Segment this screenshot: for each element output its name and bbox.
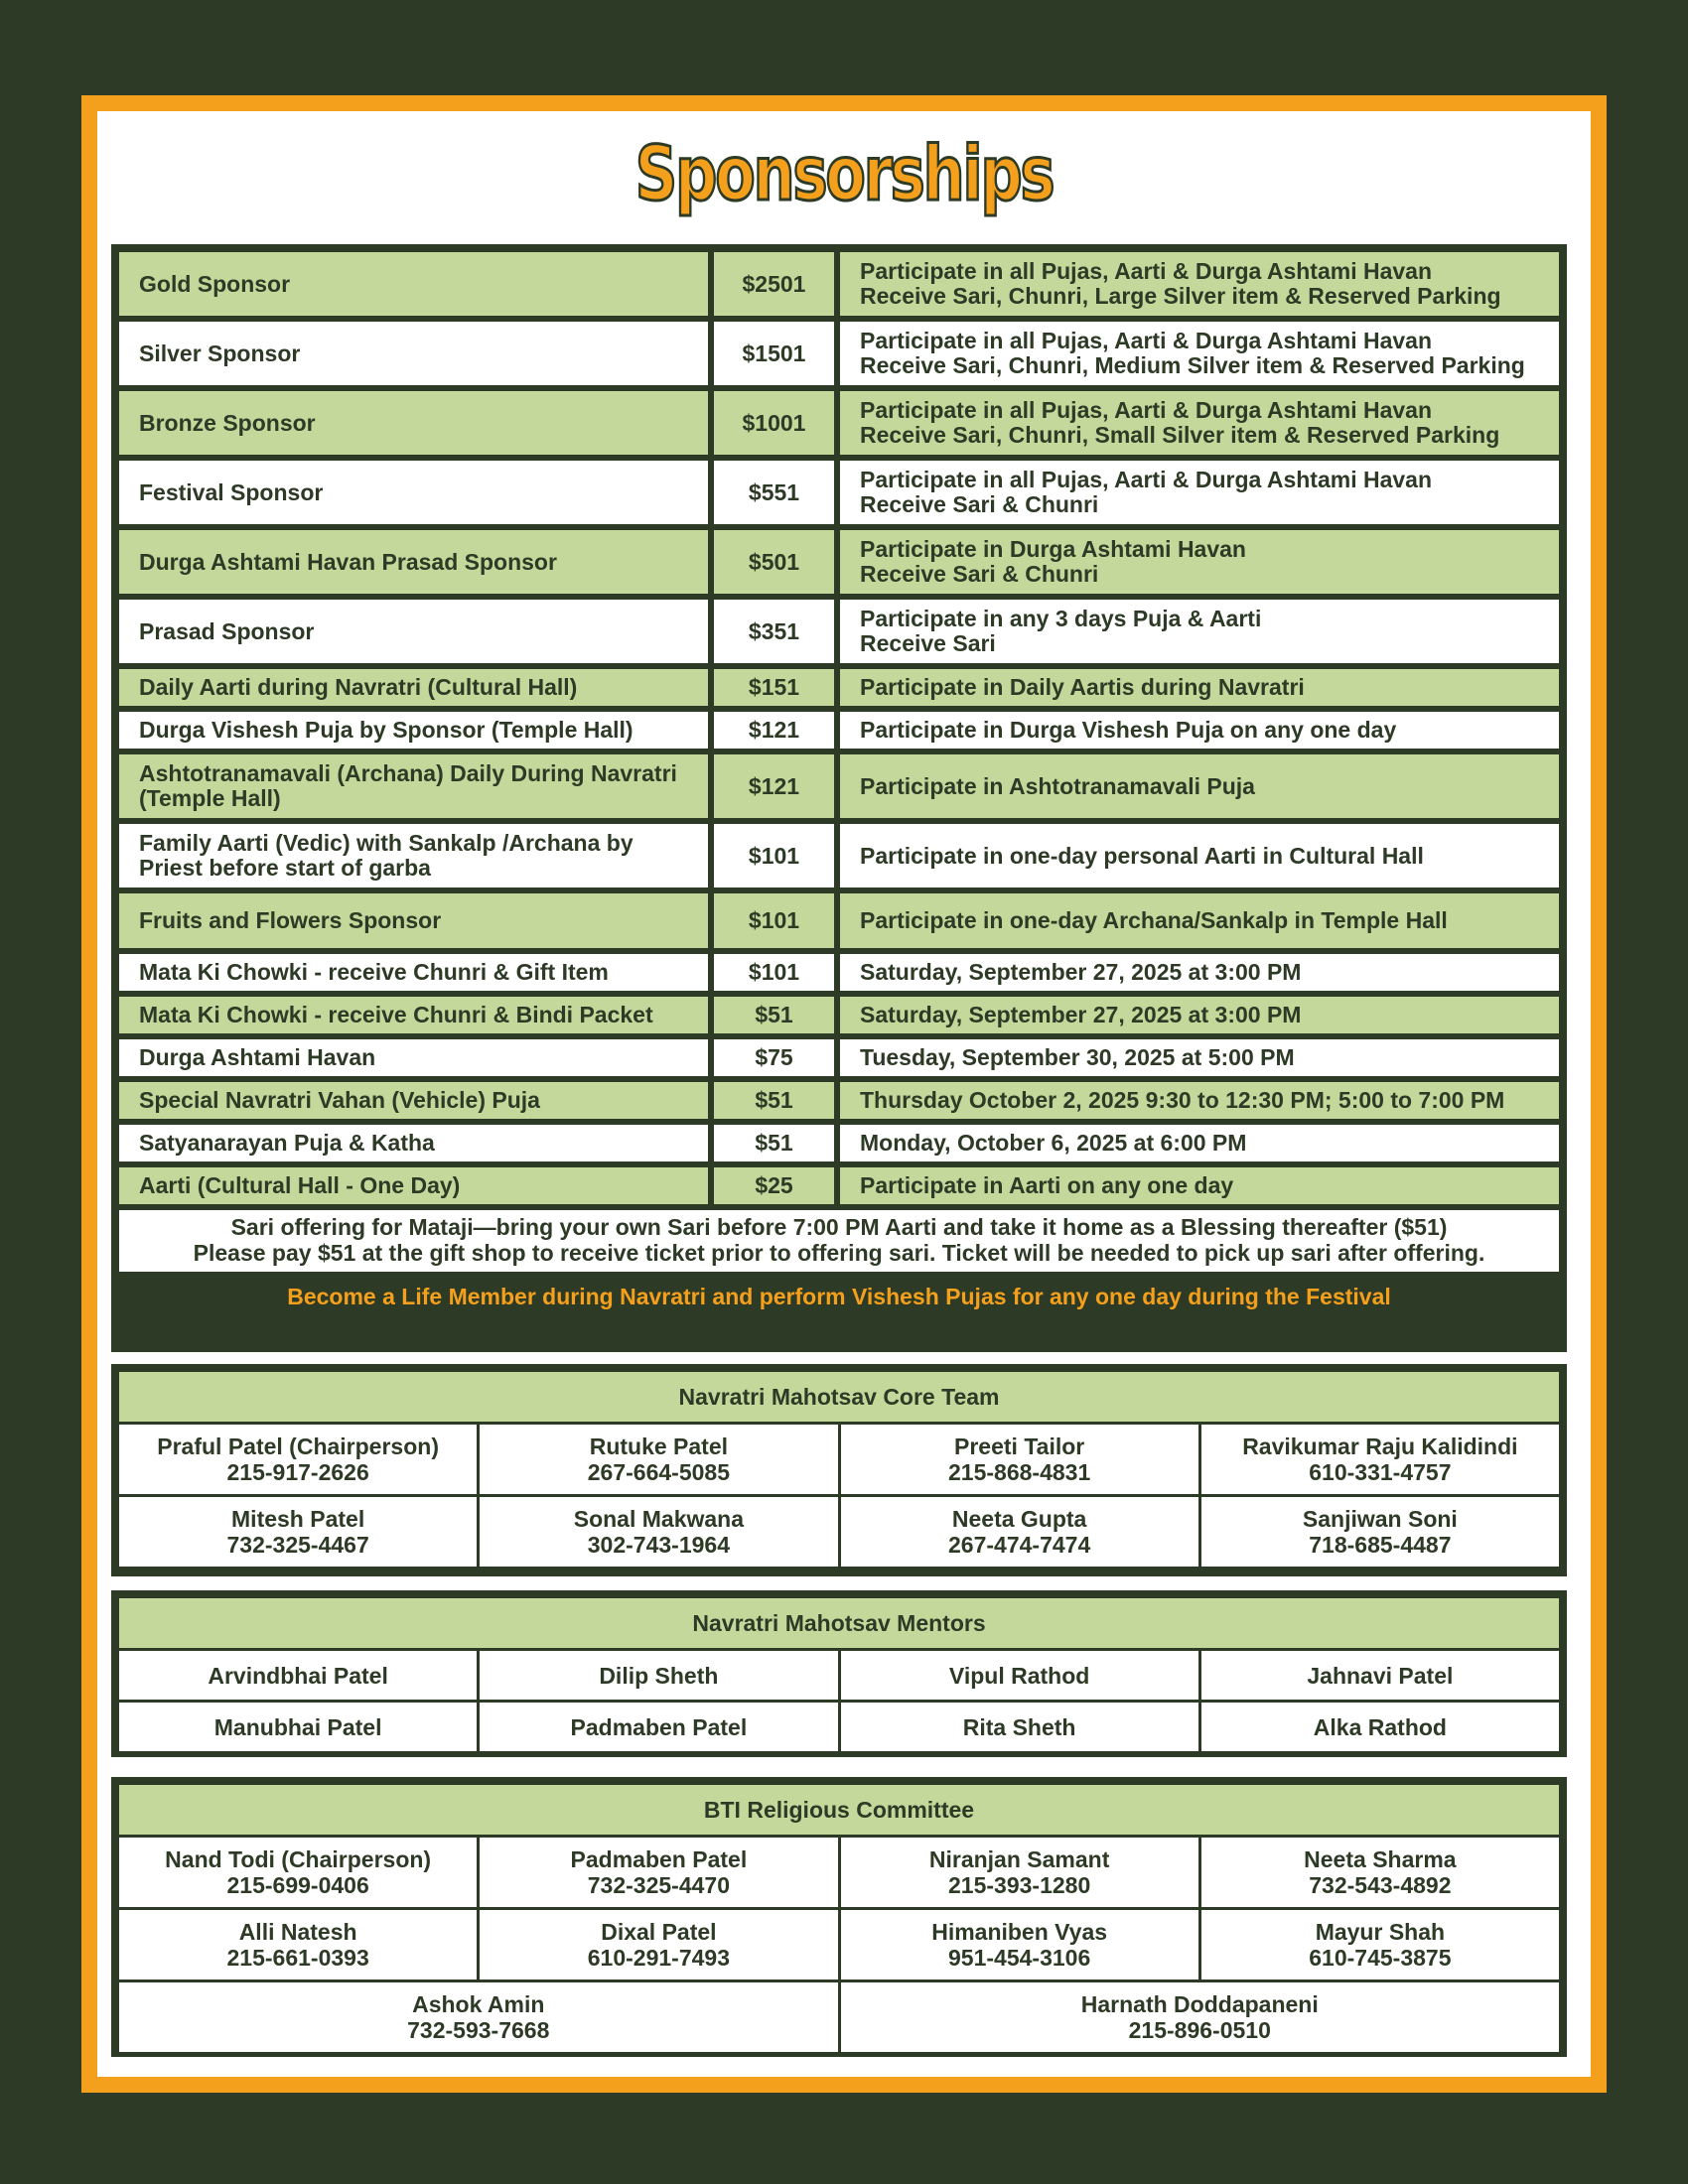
- sponsorship-row: [119, 530, 1559, 594]
- sponsorship-row: [119, 824, 1559, 887]
- sponsor-amount: $2501: [708, 252, 834, 316]
- religious-committee-extra-grid: [119, 1982, 1559, 2052]
- benefit-line: Receive Sari, Chunri, Large Silver item & Reserved Parking: [860, 283, 1501, 309]
- religious-committee-heading: BTI Religious Committee: [119, 1785, 1559, 1835]
- sponsor-amount: $121: [708, 712, 834, 749]
- member-cell: [480, 1651, 837, 1700]
- member-name: Praful Patel (Chairperson): [157, 1433, 439, 1459]
- member-phone: 610-745-3875: [1309, 1945, 1452, 1971]
- member-cell: [1201, 1651, 1559, 1700]
- sponsor-benefits: [834, 1039, 1559, 1076]
- member-name: Rutuke Patel: [589, 1433, 729, 1459]
- sponsorship-row: [119, 1039, 1559, 1076]
- member-cell: [119, 1651, 477, 1700]
- sponsor-amount: $1501: [708, 322, 834, 385]
- benefit-line: Tuesday, September 30, 2025 at 5:00 PM: [860, 1044, 1295, 1070]
- sponsor-benefits: [834, 461, 1559, 524]
- sponsor-name: Durga Vishesh Puja by Sponsor (Temple Hall): [119, 712, 708, 749]
- sponsor-amount: $101: [708, 954, 834, 991]
- sponsorship-row: [119, 754, 1559, 818]
- member-phone: 718-685-4487: [1309, 1532, 1452, 1558]
- benefit-line: Participate in all Pujas, Aarti & Durga Ashtami Havan: [860, 397, 1433, 423]
- member-cell: [1201, 1425, 1559, 1494]
- sponsor-benefits: [834, 391, 1559, 455]
- benefit-line: Participate in all Pujas, Aarti & Durga Ashtami Havan: [860, 258, 1433, 284]
- member-cell: [480, 1497, 837, 1567]
- member-name: Ravikumar Raju Kalidindi: [1242, 1433, 1518, 1459]
- sponsorship-row: [119, 1125, 1559, 1161]
- member-phone: 267-474-7474: [948, 1532, 1091, 1558]
- benefit-line: Thursday October 2, 2025 9:30 to 12:30 PM; 5:00 to 7:00 PM: [860, 1087, 1505, 1113]
- sponsor-name: Festival Sponsor: [119, 461, 708, 524]
- member-phone: 610-291-7493: [587, 1945, 730, 1971]
- sponsor-benefits: [834, 754, 1559, 818]
- benefit-line: Participate in one-day personal Aarti in Cultural Hall: [860, 842, 1424, 869]
- benefit-line: Participate in Daily Aartis during Navratri: [860, 674, 1305, 700]
- member-cell: [119, 1982, 838, 2052]
- benefit-line: Receive Sari & Chunri: [860, 491, 1099, 517]
- sponsor-name: Special Navratri Vahan (Vehicle) Puja: [119, 1082, 708, 1119]
- benefit-line: Receive Sari: [860, 630, 996, 656]
- member-cell: [119, 1425, 477, 1494]
- sponsor-amount: $25: [708, 1167, 834, 1204]
- member-phone: 215-896-0510: [1128, 2017, 1271, 2043]
- sponsorship-section: [111, 244, 1567, 1352]
- member-name: Mayur Shah: [1315, 1919, 1446, 1945]
- benefit-line: Saturday, September 27, 2025 at 3:00 PM: [860, 959, 1302, 985]
- benefit-line: Monday, October 6, 2025 at 6:00 PM: [860, 1130, 1247, 1156]
- member-name: Manubhai Patel: [213, 1713, 382, 1740]
- sponsorship-row: [119, 600, 1559, 663]
- sponsor-name: Satyanarayan Puja & Katha: [119, 1125, 708, 1161]
- member-phone: 732-543-4892: [1309, 1872, 1452, 1898]
- sponsor-name: Mata Ki Chowki - receive Chunri & Bindi Packet: [119, 997, 708, 1033]
- sponsor-amount: $1001: [708, 391, 834, 455]
- member-cell: [119, 1838, 477, 1907]
- member-name: Sonal Makwana: [573, 1506, 745, 1532]
- member-name: Sanjiwan Soni: [1302, 1506, 1458, 1532]
- sponsorship-row: [119, 954, 1559, 991]
- member-phone: 215-868-4831: [948, 1459, 1091, 1485]
- benefit-line: Receive Sari & Chunri: [860, 561, 1099, 587]
- member-phone: 215-699-0406: [226, 1872, 369, 1898]
- member-name: Jahnavi Patel: [1307, 1662, 1454, 1689]
- benefit-line: Participate in Ashtotranamavali Puja: [860, 772, 1255, 799]
- member-cell: [119, 1703, 477, 1751]
- mentors-grid: [119, 1651, 1559, 1751]
- religious-committee-section: [111, 1777, 1567, 2057]
- sponsor-name: Silver Sponsor: [119, 322, 708, 385]
- member-cell: [480, 1703, 837, 1751]
- sponsor-benefits: [834, 824, 1559, 887]
- member-name: Himaniben Vyas: [931, 1919, 1108, 1945]
- sponsor-amount: $151: [708, 669, 834, 706]
- member-cell: [841, 1425, 1198, 1494]
- sponsor-amount: $75: [708, 1039, 834, 1076]
- member-cell: [1201, 1838, 1559, 1907]
- sponsor-amount: $101: [708, 824, 834, 887]
- sponsor-benefits: [834, 893, 1559, 948]
- member-name: Padmaben Patel: [570, 1713, 748, 1740]
- sponsor-benefits: [834, 712, 1559, 749]
- member-cell: [119, 1910, 477, 1979]
- member-phone: 267-664-5085: [587, 1459, 730, 1485]
- member-cell: [480, 1910, 837, 1979]
- sponsor-name: Prasad Sponsor: [119, 600, 708, 663]
- sponsor-name: Aarti (Cultural Hall - One Day): [119, 1167, 708, 1204]
- member-name: Nand Todi (Chairperson): [165, 1846, 432, 1872]
- sponsor-benefits: [834, 1082, 1559, 1119]
- benefit-line: Receive Sari, Chunri, Medium Silver item & Reserved Parking: [860, 352, 1525, 378]
- religious-committee-grid: [119, 1838, 1559, 1979]
- sponsorship-row: [119, 669, 1559, 706]
- member-name: Niranjan Samant: [928, 1846, 1110, 1872]
- sponsorship-row: [119, 461, 1559, 524]
- benefit-line: Participate in one-day Archana/Sankalp in Temple Hall: [860, 907, 1448, 933]
- benefit-line: Participate in all Pujas, Aarti & Durga Ashtami Havan: [860, 467, 1433, 492]
- member-cell: [841, 1497, 1198, 1567]
- mentors-heading: Navratri Mahotsav Mentors: [119, 1598, 1559, 1648]
- member-name: Dilip Sheth: [599, 1662, 719, 1689]
- member-name: Mitesh Patel: [231, 1506, 365, 1532]
- benefit-line: Receive Sari, Chunri, Small Silver item & Reserved Parking: [860, 422, 1500, 448]
- sari-note: [119, 1210, 1559, 1272]
- sponsor-benefits: [834, 1125, 1559, 1161]
- core-team-heading: Navratri Mahotsav Core Team: [119, 1372, 1559, 1422]
- sponsorship-row: [119, 712, 1559, 749]
- member-cell: [1201, 1703, 1559, 1751]
- benefit-line: Participate in Aarti on any one day: [860, 1172, 1234, 1198]
- sponsorship-table: [119, 246, 1559, 1210]
- member-name: Neeta Sharma: [1304, 1846, 1457, 1872]
- benefit-line: Participate in all Pujas, Aarti & Durga Ashtami Havan: [860, 328, 1433, 353]
- sponsorship-row: [119, 997, 1559, 1033]
- member-cell: [841, 1703, 1198, 1751]
- member-name: Dixal Patel: [601, 1919, 717, 1945]
- member-cell: [1201, 1910, 1559, 1979]
- member-phone: 610-331-4757: [1309, 1459, 1452, 1485]
- sponsor-name: Ashtotranamavali (Archana) Daily During Navratri (Temple Hall): [119, 754, 708, 818]
- sponsor-amount: $351: [708, 600, 834, 663]
- sponsor-benefits: [834, 530, 1559, 594]
- sponsor-name: Durga Ashtami Havan: [119, 1039, 708, 1076]
- member-name: Vipul Rathod: [948, 1662, 1090, 1689]
- member-phone: 215-917-2626: [226, 1459, 369, 1485]
- member-name: Alli Natesh: [238, 1919, 357, 1945]
- sponsor-amount: $501: [708, 530, 834, 594]
- benefit-line: Saturday, September 27, 2025 at 3:00 PM: [860, 1002, 1302, 1027]
- sponsor-benefits: [834, 1167, 1559, 1204]
- sponsor-amount: $101: [708, 893, 834, 948]
- member-cell: [841, 1910, 1198, 1979]
- member-name: Ashok Amin: [412, 1991, 545, 2017]
- sponsor-benefits: [834, 322, 1559, 385]
- member-cell: [841, 1651, 1198, 1700]
- sponsor-benefits: [834, 600, 1559, 663]
- sari-note-line-1: Sari offering for Mataji—bring your own Sari before 7:00 PM Aarti and take it home as a Blessing thereafter ($51): [230, 1214, 1448, 1240]
- sponsor-amount: $551: [708, 461, 834, 524]
- mentors-section: [111, 1590, 1567, 1757]
- member-name: Alka Rathod: [1313, 1713, 1447, 1740]
- member-name: Preeti Tailor: [954, 1433, 1085, 1459]
- life-member-note: Become a Life Member during Navratri and perform Vishesh Pujas for any one day during the Festival: [287, 1284, 1391, 1309]
- member-cell: [480, 1838, 837, 1907]
- sponsor-name: Gold Sponsor: [119, 252, 708, 316]
- member-phone: 951-454-3106: [948, 1945, 1091, 1971]
- sponsorship-row: [119, 322, 1559, 385]
- core-team-section: [111, 1364, 1567, 1576]
- sponsor-amount: $121: [708, 754, 834, 818]
- sponsor-name: Daily Aarti during Navratri (Cultural Hall): [119, 669, 708, 706]
- core-team-grid: [119, 1425, 1559, 1567]
- member-name: Harnath Doddapaneni: [1080, 1991, 1319, 2017]
- sponsor-amount: $51: [708, 1082, 834, 1119]
- page-title: Sponsorships: [634, 129, 1054, 217]
- sponsor-benefits: [834, 669, 1559, 706]
- sponsorship-row: [119, 893, 1559, 948]
- member-phone: 732-325-4467: [226, 1532, 369, 1558]
- sponsor-amount: $51: [708, 1125, 834, 1161]
- member-name: Arvindbhai Patel: [208, 1662, 388, 1689]
- member-cell: [119, 1497, 477, 1567]
- member-name: Rita Sheth: [962, 1713, 1076, 1740]
- member-cell: [841, 1982, 1560, 2052]
- member-name: Padmaben Patel: [570, 1846, 748, 1872]
- sponsor-name: Fruits and Flowers Sponsor: [119, 893, 708, 948]
- sponsor-name: Family Aarti (Vedic) with Sankalp /Archana by Priest before start of garba: [119, 824, 708, 887]
- benefit-line: Participate in any 3 days Puja & Aarti: [860, 606, 1262, 631]
- member-phone: 215-661-0393: [226, 1945, 369, 1971]
- member-cell: [1201, 1497, 1559, 1567]
- sponsorship-row: [119, 252, 1559, 316]
- member-name: Neeta Gupta: [951, 1506, 1087, 1532]
- sponsor-name: Bronze Sponsor: [119, 391, 708, 455]
- sponsorship-row: [119, 1167, 1559, 1204]
- benefit-line: Participate in Durga Ashtami Havan: [860, 536, 1246, 562]
- member-phone: 732-325-4470: [587, 1872, 730, 1898]
- member-cell: [480, 1425, 837, 1494]
- member-phone: 215-393-1280: [948, 1872, 1091, 1898]
- benefit-line: Participate in Durga Vishesh Puja on any one day: [860, 717, 1397, 743]
- sponsor-benefits: [834, 997, 1559, 1033]
- sponsor-amount: $51: [708, 997, 834, 1033]
- sponsorship-row: [119, 1082, 1559, 1119]
- sponsor-name: Mata Ki Chowki - receive Chunri & Gift Item: [119, 954, 708, 991]
- sponsor-name: Durga Ashtami Havan Prasad Sponsor: [119, 530, 708, 594]
- member-cell: [841, 1838, 1198, 1907]
- member-phone: 302-743-1964: [587, 1532, 730, 1558]
- sponsor-benefits: [834, 954, 1559, 991]
- member-phone: 732-593-7668: [407, 2017, 550, 2043]
- sponsorship-row: [119, 391, 1559, 455]
- sponsor-benefits: [834, 252, 1559, 316]
- sari-note-line-2: Please pay $51 at the gift shop to receive ticket prior to offering sari. Ticket will be needed to pick up sari after offering.: [193, 1240, 1485, 1266]
